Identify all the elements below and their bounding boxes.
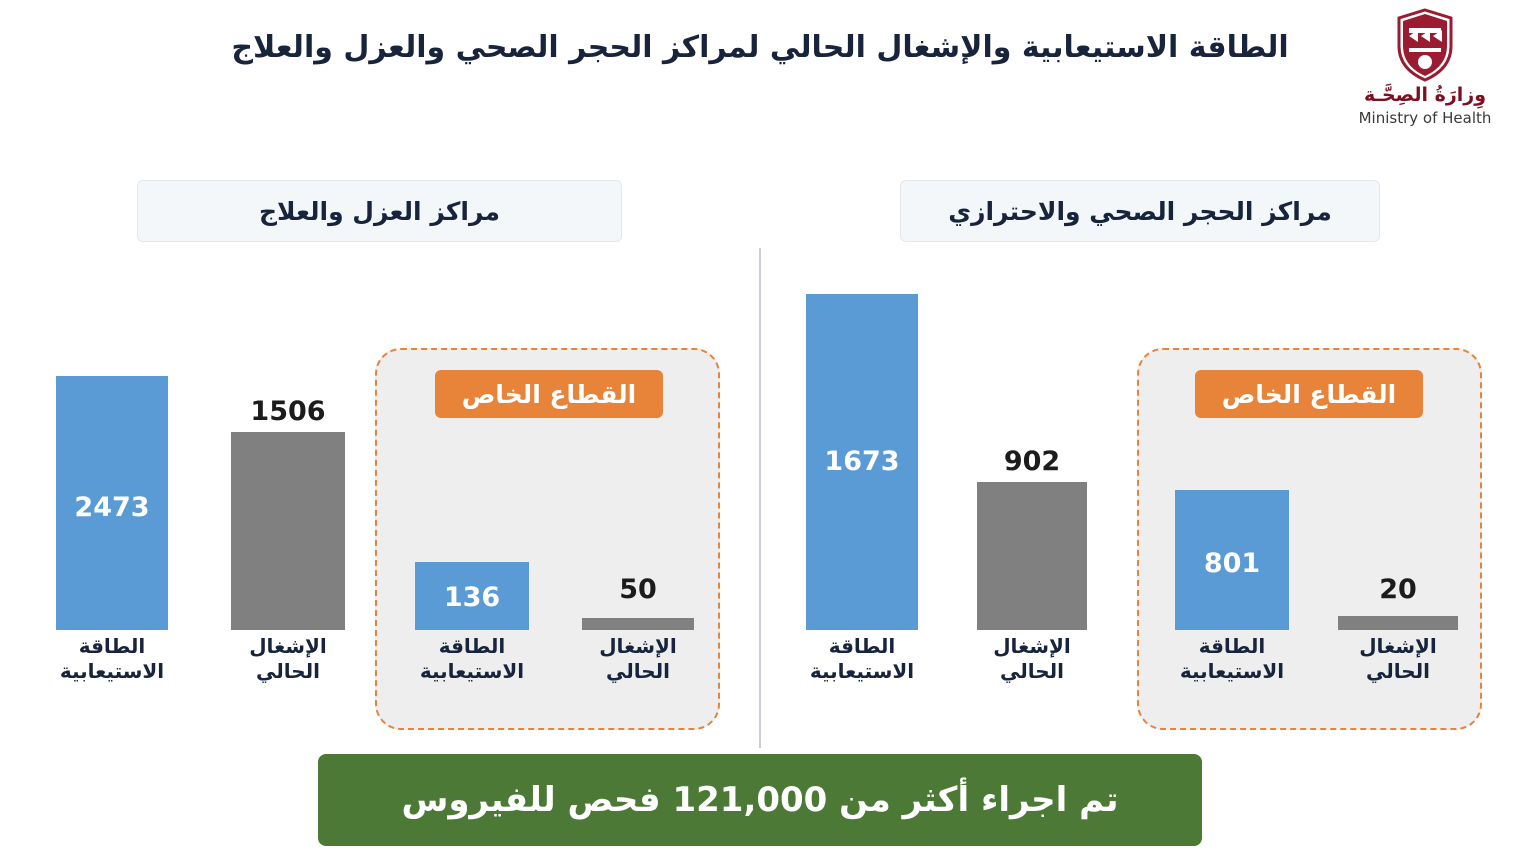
bar-group-isolation-gov-capacity: [52, 376, 172, 683]
page-title: الطاقة الاستيعابية والإشغال الحالي لمراكز الحجر الصحي والعزل والعلاج: [231, 30, 1289, 65]
bar-label-line1: الطاقة: [1198, 634, 1266, 658]
logo-english-text: Ministry of Health: [1358, 109, 1492, 127]
bar-label-line2: الاستيعابية: [59, 659, 165, 683]
bar-group-isolation-private-capacity: [412, 562, 532, 683]
bar-group-isolation-gov-occupancy: [228, 396, 348, 683]
bar-label-line2: الاستيعابية: [809, 659, 915, 683]
logo-arabic-text: وِزارَةُ الصِحَّـة: [1363, 84, 1487, 106]
private-sector-badge-isolation: القطاع الخاص: [435, 370, 663, 418]
bar-label-line2: الحالي: [1365, 659, 1431, 683]
bar-label-line2: الحالي: [999, 659, 1065, 683]
bar-value: 801: [1203, 548, 1261, 579]
tests-footer-banner: تم اجراء أكثر من 121,000 فحص للفيروس: [318, 754, 1202, 846]
bar-rect: [582, 618, 694, 630]
bar-value: 50: [619, 574, 657, 605]
section-header-quarantine: مراكز الحجر الصحي والاحترازي: [900, 180, 1380, 242]
bar-label-line1: الإشغال: [599, 634, 677, 658]
bar-label: [962, 634, 1102, 684]
bar-value: 20: [1379, 574, 1417, 605]
bar-rect: [1338, 616, 1458, 630]
bar-value: 1506: [250, 396, 326, 427]
bar-label: [568, 634, 708, 684]
bar-value: 1673: [824, 446, 900, 477]
bar-group-quarantine-private-capacity: [1172, 490, 1292, 683]
bar-group-quarantine-gov-capacity: [802, 294, 922, 683]
bar-label: [42, 634, 182, 684]
ministry-logo: [1350, 8, 1500, 127]
bar-value: 136: [443, 582, 501, 613]
bar-label-line2: الاستيعابية: [1179, 659, 1285, 683]
bar-label-line2: الاستيعابية: [419, 659, 525, 683]
bar-group-quarantine-gov-occupancy: [972, 446, 1092, 683]
bar-value: 902: [1003, 446, 1061, 477]
bar-label-line1: الطاقة: [438, 634, 506, 658]
section-header-isolation: مراكز العزل والعلاج: [137, 180, 622, 242]
section-divider: [759, 248, 761, 748]
bar-label: [218, 634, 358, 684]
bar-group-isolation-private-occupancy: [578, 560, 698, 683]
bar-label: [402, 634, 542, 684]
bar-label-line2: الحالي: [255, 659, 321, 683]
bar-rect: [231, 432, 345, 630]
bar-label: [1162, 634, 1302, 684]
bar-label: [1328, 634, 1468, 684]
bar-label-line1: الطاقة: [78, 634, 146, 658]
bar-label-line1: الإشغال: [993, 634, 1071, 658]
bahrain-shield-icon: [1395, 8, 1455, 82]
bar-label-line1: الطاقة: [828, 634, 896, 658]
bar-group-quarantine-private-occupancy: [1338, 560, 1458, 683]
private-sector-badge-quarantine: القطاع الخاص: [1195, 370, 1423, 418]
bar-label-line2: الحالي: [605, 659, 671, 683]
bar-label: [792, 634, 932, 684]
bar-label-line1: الإشغال: [249, 634, 327, 658]
bar-label-line1: الإشغال: [1359, 634, 1437, 658]
bar-rect: [977, 482, 1087, 630]
bar-value: 2473: [74, 492, 150, 523]
